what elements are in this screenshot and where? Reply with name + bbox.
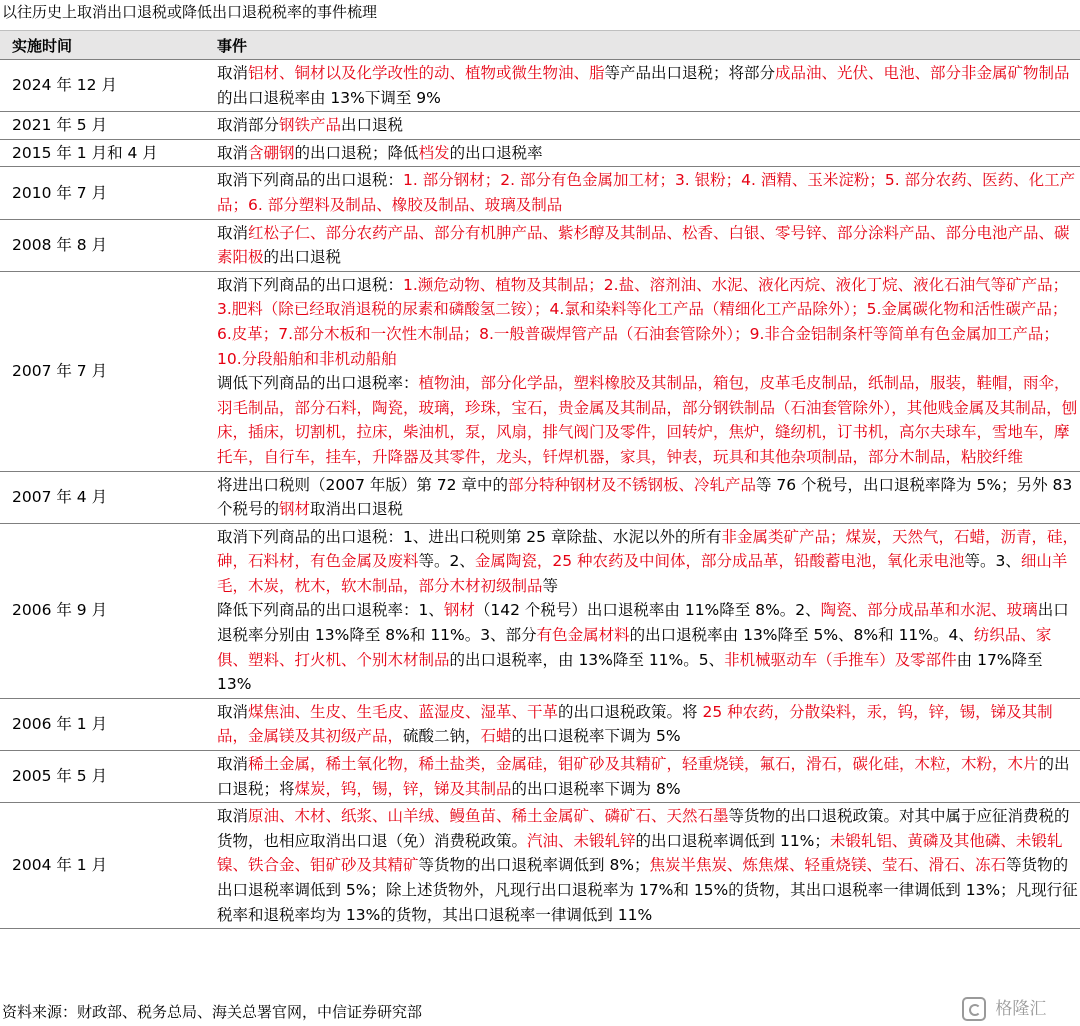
- event-text: 出口退税率分别由 13%降至 8%和 11%。3、部分: [217, 601, 1069, 645]
- table-row: [0, 698, 1080, 750]
- event-text: 取消: [217, 702, 249, 721]
- highlighted-item: 铝材、铜材以及化学改性的动、植物或微生物油、脂: [248, 64, 605, 82]
- event-text: 的出口退税率下调为 5%: [511, 727, 681, 746]
- highlighted-item: 未锻轧铝、黄磷及其他磷、未锻轧镍、铁合金、钼矿砂及其精矿: [217, 831, 1063, 875]
- highlighted-item: 1. 部分钢材；2. 部分有色金属加工材；3. 银粉；4. 酒精、玉米淀粉；5. 部分农药、医药、化工产品；6. 部分塑料及制品、橡胶及制品、玻璃及制品: [217, 171, 1076, 214]
- event-text: 的出口退税率，由 13%降至 11%。5、: [449, 650, 725, 669]
- event-text: 出口退税: [341, 116, 404, 135]
- row-event: [205, 751, 1080, 803]
- highlighted-item: 细山羊毛，木炭，枕木，软木制品，部分木材初级制品: [217, 552, 1068, 595]
- highlighted-item: 含硼钢: [248, 143, 295, 162]
- header-time: 实施时间: [0, 31, 205, 60]
- highlighted-item: 成品油、光伏、电池、部分非金属矿物制品: [775, 64, 1070, 82]
- row-time: 2010 年 7 月: [0, 167, 205, 219]
- row-time: 2006 年 1 月: [0, 698, 205, 750]
- table-row: [0, 523, 1080, 698]
- event-text: 取消: [217, 807, 249, 826]
- highlighted-item: 煤焦油、生皮、生毛皮、蓝湿皮、湿革、干革: [248, 702, 559, 721]
- event-text: 的出口退税；降低: [294, 143, 419, 162]
- logo-icon: [962, 997, 986, 1021]
- highlighted-item: 钢铁产品: [279, 116, 342, 135]
- row-event: [205, 139, 1080, 167]
- event-text: 降低下列商品的出口退税率：1、: [217, 601, 444, 620]
- row-event: [205, 167, 1080, 219]
- highlighted-item: 部分特种钢材及不锈钢板、冷轧产品: [507, 475, 756, 494]
- highlighted-item: 焦炭半焦炭、炼焦煤、轻重烧镁、莹石、滑石、冻石: [649, 856, 1007, 875]
- event-text: 的出口退税；将: [217, 755, 1070, 798]
- highlighted-item: 档发: [418, 143, 450, 162]
- row-time: 2006 年 9 月: [0, 523, 205, 698]
- row-time: 2007 年 4 月: [0, 471, 205, 523]
- table-row: [0, 167, 1080, 219]
- watermark-logo: [962, 994, 1072, 1024]
- event-text: 取消下列商品的出口退税：: [217, 171, 404, 190]
- event-text: 等货物的出口退税政策。对其中属于应征消费税的货物，也相应取消出口退（免）消费税政策。: [217, 807, 1070, 850]
- highlighted-item: 非机械驱动车（手推车）及零部件: [724, 650, 957, 669]
- table-row: [0, 271, 1080, 471]
- highlighted-item: 煤炭，钨，锡，锌，锑及其制品: [294, 779, 512, 798]
- highlighted-item: 1.濒危动物、植物及其制品；2.盐、溶剂油、水泥、液化丙烷、液化丁烷、液化石油气等矿产品；3.肥料（除已经取消退税的尿素和磷酸氢二铵）；4.氯和染料等化工产品（精细化工产品除外）；5.金属碳化物和活性碳产品；6.皮革；7.部分木板和一次性木制品；8.一般普碳焊管产品（石油套管除外）；9.非合金铝制条杆等简单有色金属加工产品；10.分段船舶和非机动船舶: [217, 275, 1069, 368]
- event-text: 的出口退税政策。将: [558, 702, 703, 721]
- events-table: [0, 30, 1080, 929]
- highlighted-item: 钢材: [443, 601, 475, 620]
- table-row: [0, 60, 1080, 112]
- event-text: 等。2、: [418, 552, 475, 571]
- row-event: [205, 112, 1080, 140]
- highlighted-item: 非金属类矿产品；煤炭，天然气，石蜡，沥青，硅，砷，石料材，有色金属及废料: [217, 527, 1078, 571]
- event-text: 由 17%降至 13%: [217, 650, 1043, 694]
- event-text: （142 个税号）出口退税率由 11%降至 8%。2、: [474, 601, 821, 620]
- source-note: 资料来源：财政部、税务总局、海关总署官网，中信证券研究部: [2, 1003, 423, 1021]
- table-row: [0, 471, 1080, 523]
- event-text: 等产品出口退税；将部分: [604, 64, 776, 82]
- event-text: 将进出口税则（2007 年版）第 72 章中的: [217, 475, 508, 494]
- highlighted-item: 红松子仁、部分农药产品、部分有机胂产品、紫杉醇及其制品、松香、白银、零号锌、部分涂料产品、部分电池产品、碳素阳极: [217, 223, 1070, 267]
- row-time: 2004 年 1 月: [0, 803, 205, 929]
- table-title: 以往历史上取消出口退税或降低出口退税税率的事件梳理: [2, 3, 378, 21]
- event-text: 调低下列商品的出口退税率：: [217, 374, 419, 393]
- row-time: 2021 年 5 月: [0, 112, 205, 140]
- highlighted-item: 有色金属材料: [536, 626, 630, 645]
- event-text: 的出口退税率调低到 11%；: [635, 831, 830, 850]
- event-text: 取消: [217, 223, 249, 242]
- event-text: 等货物的出口退税率调低到 8%；: [418, 856, 650, 875]
- header-event: 事件: [205, 31, 1080, 60]
- event-text: 取消: [217, 64, 249, 82]
- highlighted-item: 汽油、未锻轧锌: [527, 831, 636, 850]
- event-text: 等货物的出口退税率调低到 5%；除上述货物外，凡现行出口退税率为 17%和 15%的货物，其出口退税率一律调低到 13%；凡现行征税率和退税率均为 13%的货物，其出口退税率一律调低到 11%: [217, 856, 1078, 924]
- row-event: [205, 523, 1080, 698]
- event-text: 取消: [217, 755, 249, 774]
- table-row: [0, 751, 1080, 803]
- row-event: [205, 471, 1080, 523]
- event-text: 取消: [217, 143, 249, 162]
- row-time: 2008 年 8 月: [0, 219, 205, 271]
- row-event: [205, 271, 1080, 471]
- event-text: 取消下列商品的出口退税：: [217, 275, 404, 294]
- event-text: 的出口退税: [263, 248, 342, 267]
- highlighted-item: 原油、木材、纸浆、山羊绒、鳗鱼苗、稀土金属矿、磷矿石、天然石墨: [248, 807, 729, 826]
- table-row: [0, 139, 1080, 167]
- logo-text: 格隆汇: [995, 999, 1047, 1019]
- row-event: [205, 803, 1080, 929]
- event-text: 的出口退税率由 13%降至 5%、8%和 11%。4、: [629, 626, 974, 645]
- table-header-row: [0, 31, 1080, 60]
- highlighted-item: 25 种农药，分散染料，汞，钨，锌，锡，锑及其制品，金属镁及其初级产品，: [217, 702, 1053, 746]
- highlighted-item: 纺织品、家俱、塑料、打火机、个别木材制品: [217, 626, 1052, 669]
- row-time: 2007 年 7 月: [0, 271, 205, 471]
- row-event: [205, 60, 1080, 112]
- highlighted-item: 金属陶瓷，25 种农药及中间体，部分成品革，铅酸蓄电池，氧化汞电池: [474, 552, 965, 571]
- highlighted-item: 石蜡: [480, 727, 512, 746]
- highlighted-item: 钢材: [279, 500, 311, 519]
- event-text: 硫酸二钠，: [403, 727, 481, 746]
- table-row: [0, 219, 1080, 271]
- table-row: [0, 112, 1080, 140]
- event-text: 的出口退税率由 13%下调至 9%: [217, 88, 441, 107]
- highlighted-item: 陶瓷、部分成品革和水泥、玻璃: [820, 601, 1038, 620]
- event-text: 取消出口退税: [310, 500, 404, 519]
- highlighted-item: 植物油，部分化学品，塑料橡胶及其制品，箱包，皮革毛皮制品，纸制品，服装，鞋帽，雨伞，羽毛制品，部分石料，陶瓷，玻璃，珍珠，宝石，贵金属及其制品，部分钢铁制品（石油套管除外），其他贱金属及其制品，刨床，插床，切割机，拉床，柴油机，泵，风扇，排气阀门及零件，回转炉，焦炉，缝纫机，订书机，高尔夫球车，雪地车，摩托车，自行车，挂车，升降器及其零件，龙头，钎焊机器，家具，钟表，玩具和其他杂项制品，部分木制品，粘胶纤维: [217, 374, 1078, 466]
- table-row: [0, 803, 1080, 929]
- highlighted-item: 稀土金属，稀土氧化物，稀土盐类，金属硅，钼矿砂及其精矿，轻重烧镁，氟石，滑石，碳化硅，木粒，木粉，木片: [248, 755, 1039, 774]
- row-time: 2015 年 1 月和 4 月: [0, 139, 205, 167]
- row-time: 2005 年 5 月: [0, 751, 205, 803]
- row-event: [205, 219, 1080, 271]
- event-text: 等 76 个税号，出口退税率降为 5%；另外 83 个税号的: [217, 475, 1073, 519]
- row-time: 2024 年 12 月: [0, 60, 205, 112]
- row-event: [205, 698, 1080, 750]
- event-text: 等。3、: [964, 552, 1021, 571]
- event-text: 的出口退税率: [449, 143, 543, 162]
- event-text: 取消部分: [217, 116, 280, 135]
- event-text: 等: [542, 576, 559, 595]
- table-body: [0, 60, 1080, 929]
- event-text: 取消下列商品的出口退税：1、进出口税则第 25 章除盐、水泥以外的所有: [217, 527, 722, 546]
- event-text: 的出口退税率下调为 8%: [511, 779, 681, 798]
